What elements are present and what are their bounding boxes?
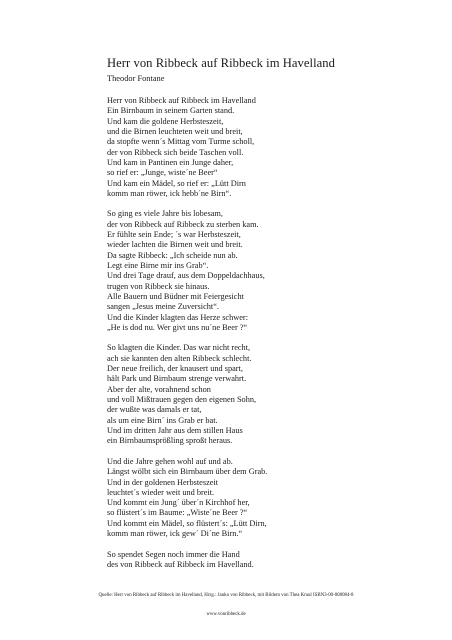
- poem-line: So klagten die Kinder. Das war nicht recht,: [107, 343, 251, 353]
- poem-line: Längst wölbt sich ein Birnbaum über dem Grab.: [107, 467, 268, 477]
- poem-line: ach sie kannten den alten Ribbeck schlecht.: [107, 353, 252, 363]
- poem-stanza: [107, 209, 437, 333]
- poem-line: Er fühlte sein Ende; ´s war Herbsteszeit,: [107, 230, 241, 240]
- poem-line: So spendet Segen noch immer die Hand: [107, 549, 240, 559]
- poem-line: hält Park und Birnbaum strenge verwahrt.: [107, 374, 247, 384]
- poem-line: Und kommt ein Mädel, so flüstert´s: „Lütt Dirn,: [107, 518, 267, 528]
- poem-line: Alle Bauern und Büdner mit Feiergesicht: [107, 291, 244, 301]
- poem-line: Ein Birnbaum in seinem Garten stand.: [107, 106, 235, 116]
- footer-source: Quelle: Herr von Ribbeck auf Ribbeck im Havelland, Hrsg.: Janko von Ribbeck, mit Bildern von Thea Kraul ISBN3-00-008084-8: [98, 593, 354, 598]
- poem-line: „He is dod nu. Wer givt uns nu´ne Beer ?“: [107, 322, 248, 332]
- poem-line: trugen von Ribbeck sie hinaus.: [107, 281, 210, 291]
- poem-line: Und drei Tage drauf, aus dem Doppeldachhaus,: [107, 271, 265, 281]
- poem-line: Und kam in Pantinen ein Junge daher,: [107, 157, 234, 167]
- poem-line: Aber der alte, vorahnend schon: [107, 384, 211, 394]
- poem-line: Legt eine Birne mir ins Grab“.: [107, 260, 209, 270]
- poem-line: Und kommt ein Jung´ über´n Kirchhof her,: [107, 498, 250, 508]
- poem-line: Und die Kinder klagten das Herze schwer:: [107, 312, 248, 322]
- poem-line: da stopfte wenn´s Mittag vom Turme scholl,: [107, 137, 255, 147]
- poem-line: der von Ribbeck auf Ribbeck zu sterben kam.: [107, 219, 259, 229]
- poem-line: Da sagte Ribbeck: „Ich scheide nun ab.: [107, 250, 238, 260]
- poem-stanza: [107, 343, 437, 446]
- poem-line: so rief er: „Junge, wiste´ne Beer“: [107, 168, 218, 178]
- poem-line: wieder lachten die Birnen weit und breit.: [107, 240, 243, 250]
- poem-line: leuchtet´s wieder weit und breit.: [107, 487, 215, 497]
- poem-stanza: [107, 96, 437, 199]
- poem-line: Und kam ein Mädel, so rief er: „Lütt Dirn: [107, 178, 246, 188]
- poem-line: so flüstert´s im Baume: „Wiste´ne Beer ?“: [107, 508, 248, 518]
- poem-title: Herr von Ribbeck auf Ribbeck im Havelland: [107, 56, 335, 70]
- poem-stanza: [107, 550, 437, 571]
- poem-line: sangen „Jesus meine Zuversicht“.: [107, 302, 219, 312]
- poem-line: komm man röwer, ick gew´ Di´ne Birn.“: [107, 529, 243, 539]
- poem-line: Und in der goldenen Herbsteszeit: [107, 477, 219, 487]
- poem-line: Herr von Ribbeck auf Ribbeck im Havelland: [107, 96, 256, 105]
- poem-line: ein Birnbaumsprößling sproßt heraus.: [107, 436, 233, 446]
- poem-line: Und im dritten Jahr aus dem stillen Haus: [107, 425, 243, 435]
- poem-line: des von Ribbeck auf Ribbeck im Havelland.: [107, 560, 254, 569]
- poem-body: [107, 96, 437, 581]
- poem-line: Und kam die goldene Herbsteszeit,: [107, 116, 224, 126]
- footer-url: www.vonribbeck.de: [206, 612, 246, 617]
- poem-author: Theodor Fontane: [107, 74, 165, 83]
- poem-line: Und die Jahre gehen wohl auf und ab.: [107, 456, 233, 466]
- poem-line: und die Birnen leuchteten weit und breit,: [107, 126, 243, 136]
- poem-line: komm man röwer, ick hebb´ne Birn“.: [107, 188, 232, 198]
- poem-line: als um eine Birn´ ins Grab er bat.: [107, 415, 218, 425]
- poem-line: Der neue freilich, der knausert und spart,: [107, 364, 243, 374]
- poem-line: und voll Mißtrauen gegen den eigenen Sohn,: [107, 395, 257, 405]
- poem-line: So ging es viele Jahre bis lobesam,: [107, 209, 223, 219]
- poem-stanza: [107, 457, 437, 540]
- poem-line: der von Ribbeck sich beide Taschen voll.: [107, 147, 244, 157]
- poem-line: der wußte was damals er tat,: [107, 405, 202, 415]
